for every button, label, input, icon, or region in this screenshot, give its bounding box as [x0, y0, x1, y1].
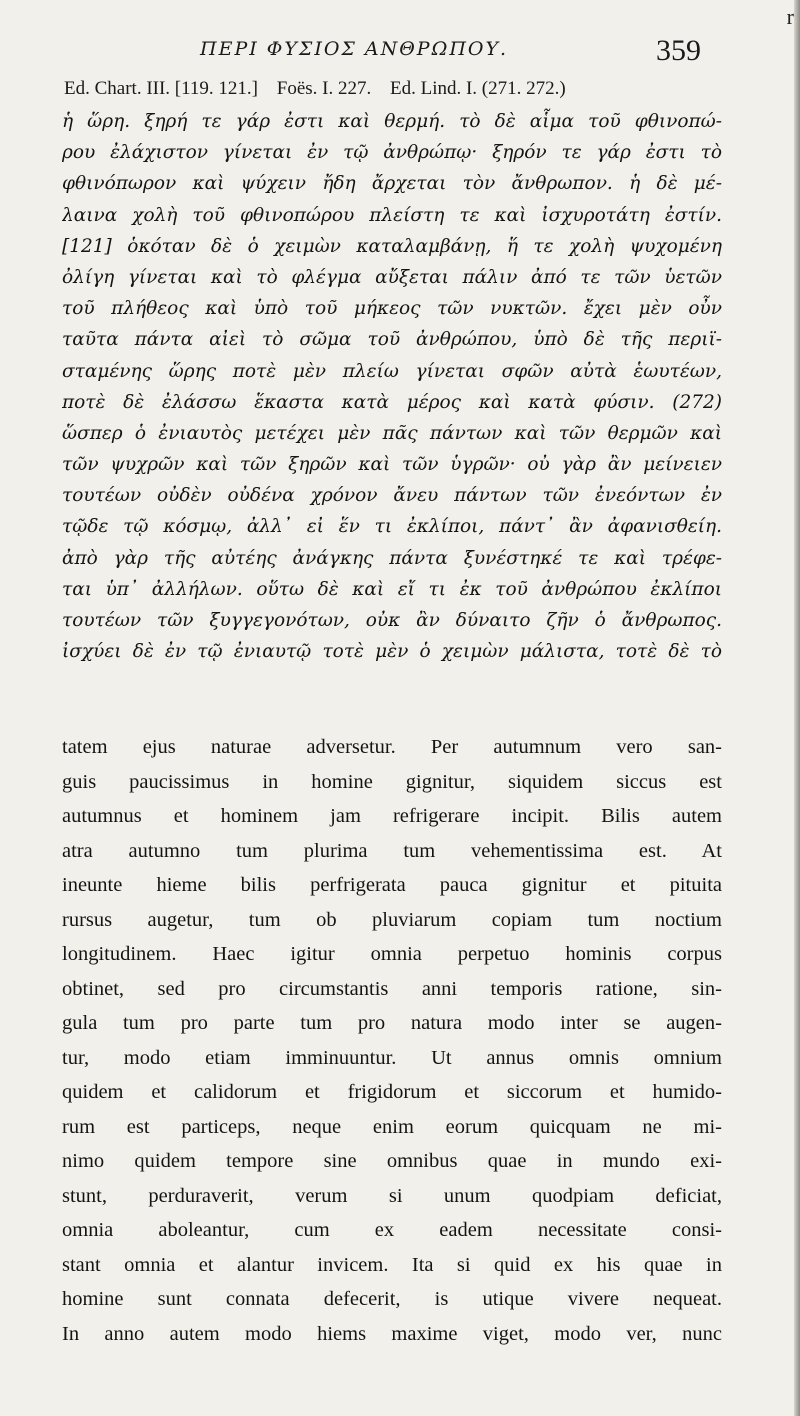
- greek-line: τουτέων τῶν ξυγγεγονότων, οὐκ ἂν δύναιτο ζῆν ὁ ἄνθρωπος.: [62, 610, 722, 631]
- latin-line: rursus augetur, tum ob pluviarum copiam tum noctium: [62, 908, 722, 931]
- latin-line: stunt, perduraverit, verum si unum quodpiam deficiat,: [62, 1184, 722, 1207]
- greek-line: ρου ἐλάχιστον γίνεται ἐν τῷ ἀνθρώπῳ· ξηρόν τε γάρ ἐστι τὸ: [62, 142, 722, 164]
- greek-line: ὥσπερ ὁ ἐνιαυτὸς μετέχει μὲν πᾶς πάντων καὶ τῶν θερμῶν καὶ: [62, 422, 722, 444]
- page-number: 359: [656, 34, 701, 67]
- greek-line: ταῦτα πάντα αἰεὶ τὸ σῶμα τοῦ ἀνθρώπου, ὑπὸ δὲ τῆς περιϊ-: [62, 329, 722, 351]
- greek-text-block: [62, 106, 722, 667]
- latin-line: guis paucissimus in homine gignitur, siquidem siccus est: [62, 770, 722, 793]
- latin-line: homine sunt connata defecerit, is utique vivere nequeat.: [62, 1288, 722, 1310]
- page-header: [0, 34, 800, 78]
- greek-line: ἰσχύει δὲ ἐν τῷ ἐνιαυτῷ τοτὲ μὲν ὁ χειμὼν μάλιστα, τοτὲ δὲ τὸ: [62, 641, 722, 663]
- latin-line: nimo quidem tempore sine omnibus quae in mundo exi-: [62, 1150, 722, 1172]
- latin-line: In anno autem modo hiems maxime viget, modo ver, nunc: [62, 1322, 722, 1345]
- greek-line: λαινα χολὴ τοῦ φθινοπώρου πλείστη τε καὶ ἰσχυροτάτη ἐστίν.: [62, 204, 722, 226]
- edition-ref-foes: Foës. I. 227.: [276, 78, 372, 99]
- greek-line: τουτέων οὐδὲν οὐδένα χρόνον ἄνευ πάντων τῶν ἐνεόντων ἐν: [62, 485, 722, 507]
- latin-line: longitudinem. Haec igitur omnia perpetuo hominis corpus: [62, 943, 722, 965]
- greek-line: σταμένης ὥρης ποτὲ μὲν πλείω γίνεται σφῶν αὐτὰ ἑωυτέων,: [62, 360, 722, 382]
- greek-line: φθινόπωρον καὶ ψύχειν ἤδη ἄρχεται τὸν ἄνθρωπον. ἡ δὲ μέ-: [62, 173, 722, 195]
- edition-ref-linden: Ed. Lind. I. (271. 272.): [389, 78, 566, 99]
- latin-line: tatem ejus naturae adversetur. Per autumnum vero san-: [62, 736, 722, 758]
- greek-line: ἀπὸ γὰρ τῆς αὐτέης ἀνάγκης πάντα ξυνέστηκέ τε καὶ τρέφε-: [62, 547, 722, 569]
- greek-line: ὀλίγη γίνεται καὶ τὸ φλέγμα αὔξεται πάλιν ἀπό τε τῶν ὑετῶν: [62, 266, 722, 288]
- greek-line: [121] ὁκόταν δὲ ὁ χειμὼν καταλαμβάνῃ, ἥ τε χολὴ ψυχομένη: [62, 235, 722, 257]
- greek-line: ται ὑπ᾽ ἀλλήλων. οὕτω δὲ καὶ εἴ τι ἐκ τοῦ ἀνθρώπου ἐκλίποι: [62, 578, 722, 600]
- latin-line: omnia aboleantur, cum ex eadem necessitate consi-: [62, 1219, 722, 1241]
- latin-line: atra autumno tum plurima tum vehementissima est. At: [62, 839, 722, 862]
- greek-line: ἡ ὥρη. ξηρή τε γάρ ἐστι καὶ θερμή. τὸ δὲ αἷμα τοῦ φθινοπώ-: [62, 111, 722, 132]
- latin-line: obtinet, sed pro circumstantis anni temporis ratione, sin-: [62, 977, 722, 1000]
- latin-line: rum est particeps, neque enim eorum quicquam ne mi-: [62, 1115, 722, 1138]
- page-edge: [794, 0, 800, 1416]
- latin-text-block: [62, 730, 722, 1351]
- latin-line: tur, modo etiam imminuuntur. Ut annus omnis omnium: [62, 1046, 722, 1069]
- latin-line: quidem et calidorum et frigidorum et siccorum et humido-: [62, 1081, 722, 1103]
- greek-line: τῶν ψυχρῶν καὶ τῶν ξηρῶν καὶ τῶν ὑγρῶν· οὐ γὰρ ἂν μείνειεν: [62, 454, 722, 476]
- greek-line: τοῦ πλήθεος καὶ ὑπὸ τοῦ μήκεος τῶν νυκτῶν. ἔχει μὲν οὖν: [62, 298, 722, 320]
- edition-references: [64, 78, 580, 100]
- greek-line: ποτὲ δὲ ἐλάσσω ἕκαστα κατὰ μέρος καὶ κατὰ φύσιν. (272): [62, 391, 722, 413]
- latin-line: stant omnia et alantur invicem. Ita si quid ex his quae in: [62, 1253, 722, 1276]
- greek-line: τῷδε τῷ κόσμῳ, ἀλλ᾽ εἰ ἕν τι ἐκλίποι, πάντ᾽ ἂν ἀφανισθείη.: [62, 516, 722, 538]
- latin-line: gula tum pro parte tum pro natura modo inter se augen-: [62, 1012, 722, 1034]
- running-head: ΠΕΡΙ ΦΥΣΙΟΣ ΑΝΘΡΩΠΟΥ.: [200, 38, 509, 60]
- edition-ref-chartier: Ed. Chart. III. [119. 121.]: [64, 78, 258, 99]
- latin-line: autumnus et hominem jam refrigerare incipit. Bilis autem: [62, 805, 722, 827]
- latin-line: ineunte hieme bilis perfrigerata pauca gignitur et pituita: [62, 874, 722, 896]
- corner-mark: r: [786, 4, 794, 29]
